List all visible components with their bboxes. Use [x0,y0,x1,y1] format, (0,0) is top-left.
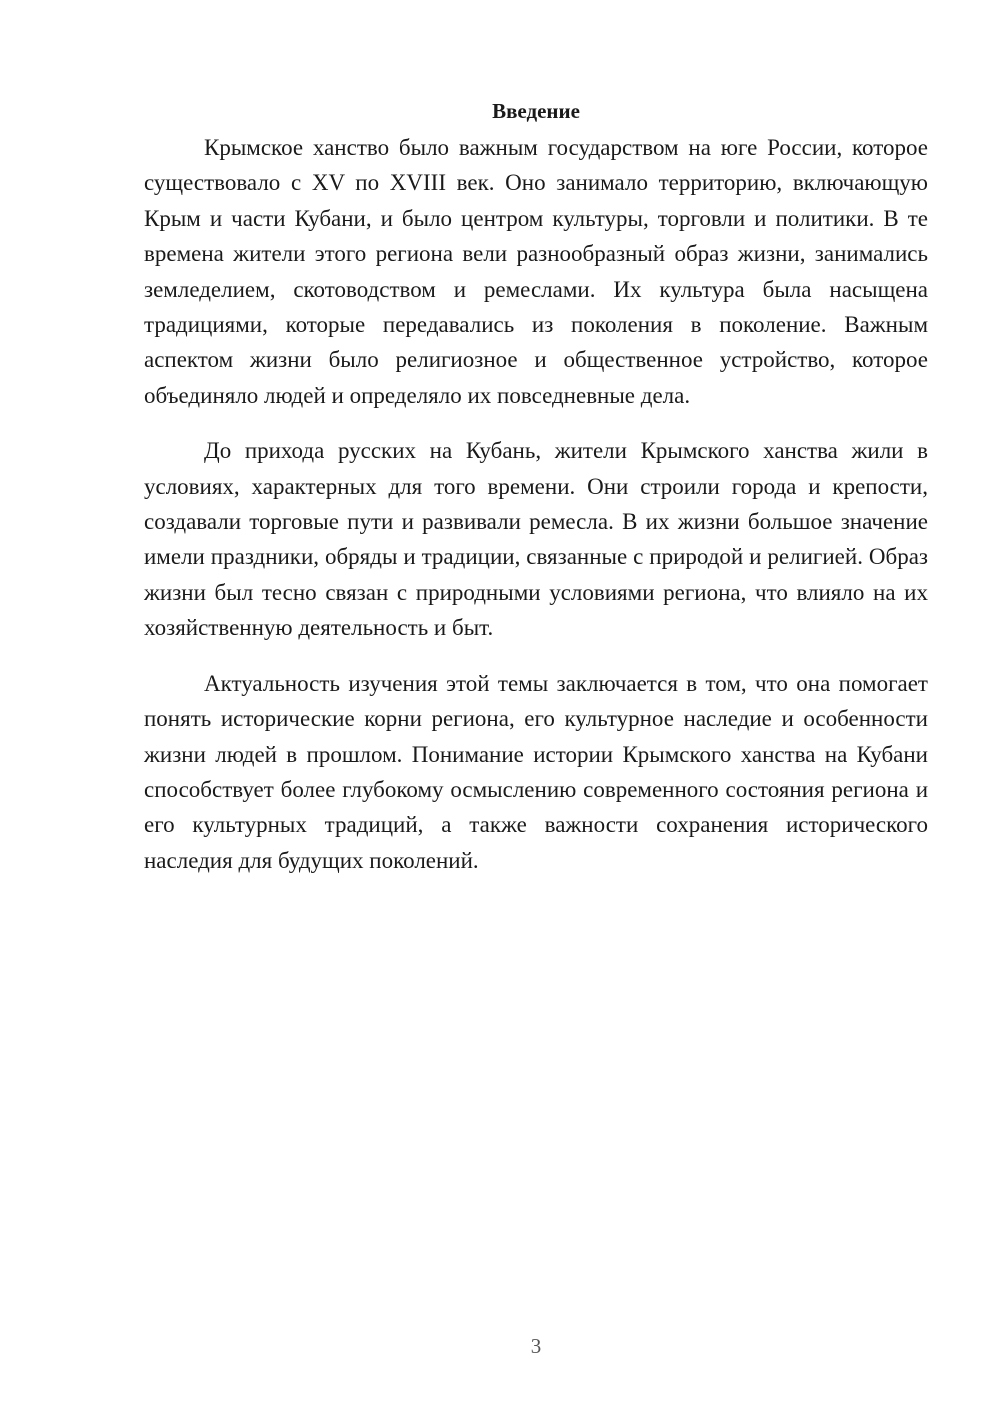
paragraph-1: Крымское ханство было важным государством на юге России, которое существовало с XV по XVIII век. Оно занимало территорию, включающую Крым и части Кубани, и было центром культуры, торговли и политики. В те времена жители этого региона вели разнообразный образ жизни, занимались земледелием, скотоводством и ремеслами. Их культура была насыщена традициями, которые передавались из поколения в поколение. Важным аспектом жизни было религиозное и общественное устройство, которое объединяло людей и определяло их повседневные дела. [144,135,928,408]
section-title: Введение [492,99,580,123]
page-number: 3 [530,1334,542,1358]
paragraph-3: Актуальность изучения этой темы заключается в том, что она помогает понять исторические корни региона, его культурное наследие и особенности жизни людей в прошлом. Понимание истории Крымского ханства на Кубани способствует более глубокому осмыслению современного состояния региона и его культурных традиций, а также важности сохранения исторического наследия для будущих поколений. [144,670,928,873]
page-content [144,96,928,878]
paragraph-2: До прихода русских на Кубань, жители Крымского ханства жили в условиях, характерных для того времени. Они строили города и крепости, создавали торговые пути и развивали ремесла. В их жизни большое значение имели праздники, обряды и традиции, связанные с природой и религией. Образ жизни был тесно связан с природными условиями региона, что влияло на их хозяйственную деятельность и быт. [144,438,928,641]
